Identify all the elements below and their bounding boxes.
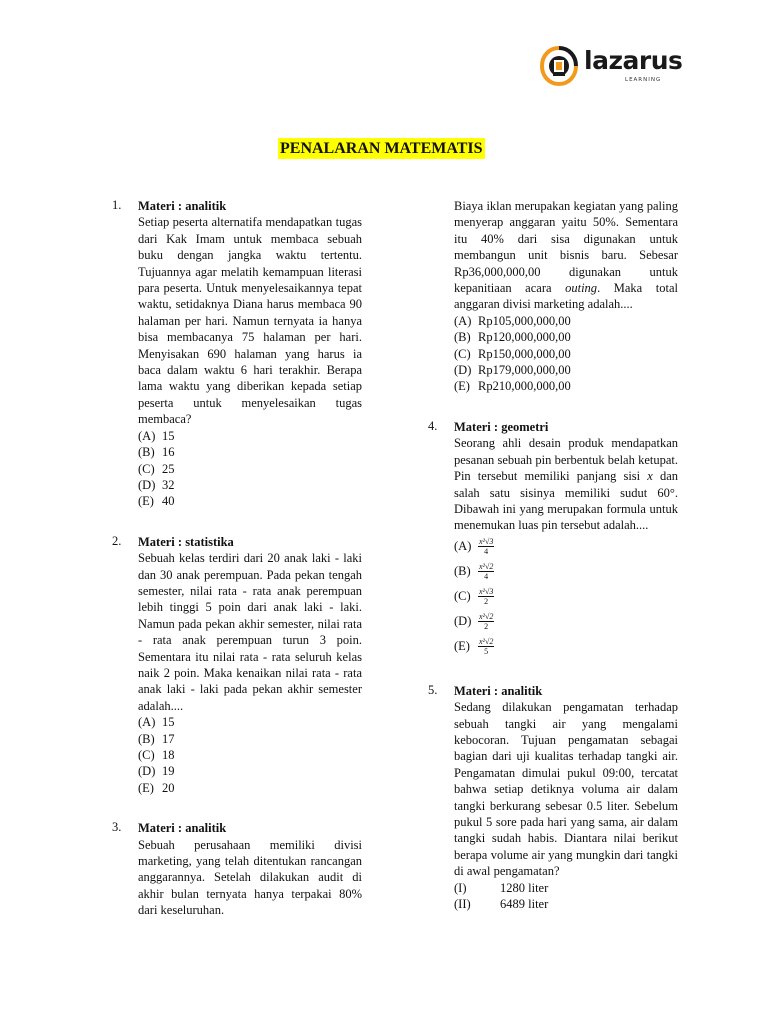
formula-fraction: $\frac{\text{x²√3}}{2}$ — [479, 586, 494, 606]
option-d: (D) 19 — [138, 764, 175, 779]
option-b: (B) $\frac{\text{x²√2}}{4}$ — [454, 561, 494, 581]
formula-fraction: $\frac{\text{x²√3}}{4}$ — [479, 536, 494, 556]
option-a: (A) $\frac{\text{x²√3}}{4}$ — [454, 536, 494, 556]
option-b: (B) 17 — [138, 731, 175, 746]
question-text: Seorang ahli desain produk mendapatkan pesanan sebuah pin berbentuk belah ketupat. Pin tersebut memiliki panjang sisi x dan salah satu sisinya memiliki sudut 60°. Dibawah ini yang merupakan formula untuk menemukan luas pin tersebut adalah.... — [454, 436, 678, 533]
question-topic: Materi : statistika — [138, 534, 234, 549]
option-c: (C) Rp150,000,000,00 — [454, 346, 571, 361]
right-column — [428, 198, 678, 912]
option-e: (E) 20 — [138, 780, 175, 795]
question-1 — [112, 198, 362, 510]
logo-brand-text: lazarus — [584, 46, 683, 75]
question-text: Sebuah perusahaan memiliki divisi marketing, yang telah ditentukan rancangan anggarannya. Setelah dilakukan audit di akhir bulan ternyata hanya terpakai 80% dari keseluruhan. — [138, 837, 362, 918]
option-c: (C) $\frac{\text{x²√3}}{2}$ — [454, 586, 494, 606]
formula-fraction: $\frac{\text{x²√2}}{4}$ — [479, 561, 494, 581]
option-e: (E) $\frac{\text{x²√2}}{5}$ — [454, 636, 494, 656]
option-e: (E) 40 — [138, 494, 175, 509]
question-number: 2. — [112, 533, 122, 548]
formula-fraction: $\frac{\text{x²√2}}{5}$ — [479, 636, 494, 656]
question-3 — [112, 820, 362, 918]
question-text: Sedang dilakukan pengamatan terhadap sebuah tangki air yang mengalami kebocoran. Tujuan pengamatan sebagai bagian dari uji kualitas terhadap tangki air. Pengamatan dimulai pukul 09:00, tercatat bahwa setiap detiknya voluma air dalam tangki berkurang sebesar 0.5 liter. Sebelum pukul 5 sore pada hari yang sama, air dalam tangki sudah habis. Diantara nilai berikut berapa volume air yang mungkin dari tangki di awal pengamatan? — [454, 700, 678, 879]
question-number: 5. — [428, 682, 438, 697]
question-5 — [428, 683, 678, 913]
option-ii: (II) 6489 liter — [454, 897, 549, 911]
question-text-continued: Biaya iklan merupakan kegiatan yang paling menyerap anggaran yaitu 50%. Sementara itu 40% dari sisa digunakan untuk membangun unit bisnis baru. Sebesar Rp36,000,000,00 digunakan untuk kepanitiaan acara outing. Maka total anggaran divisi marketing adalah.... — [454, 199, 678, 312]
question-topic: Materi : analitik — [454, 683, 543, 698]
option-d: (D) Rp179,000,000,00 — [454, 363, 571, 378]
question-2 — [112, 534, 362, 797]
question-topic: Materi : geometri — [454, 419, 549, 434]
option-a: (A) Rp105,000,000,00 — [454, 313, 571, 328]
option-i: (I) 1280 liter — [454, 880, 549, 895]
option-b: (B) 16 — [138, 445, 175, 460]
question-topic: Materi : analitik — [138, 821, 227, 836]
option-d: (D) 32 — [138, 477, 175, 492]
option-b: (B) Rp120,000,000,00 — [454, 330, 571, 345]
question-topic: Materi : analitik — [138, 199, 227, 213]
question-number: 1. — [112, 198, 122, 212]
lazarus-logo-icon — [540, 46, 578, 86]
option-d: (D) $\frac{\text{x²√2}}{2}$ — [454, 611, 494, 631]
question-3-continued — [428, 198, 678, 395]
question-4 — [428, 419, 678, 659]
formula-fraction: $\frac{\text{x²√2}}{2}$ — [479, 611, 494, 631]
page-title: PENALARAN MATEMATIS — [280, 140, 483, 157]
option-e: (E) Rp210,000,000,00 — [454, 379, 571, 394]
question-number: 4. — [428, 418, 438, 433]
lazarus-logo — [540, 46, 683, 92]
question-number: 3. — [112, 820, 122, 835]
option-a: (A) 15 — [138, 428, 175, 443]
option-a: (A) 15 — [138, 715, 175, 730]
question-text: Sebuah kelas terdiri dari 20 anak laki - laki dan 30 anak perempuan. Pada pekan tengah semester, nilai rata - rata anak perempuan lebih tinggi 5 poin dari anak laki - laki. Namun pada pekan akhir semester, nilai rata - rata anak perempuan turun 3 poin. Sementara itu nilai rata - rata seluruh kelas naik 2 poin. Maka kenaikan nilai rata - rata anak laki - laki pada pekan akhir semester adalah.... — [138, 551, 362, 713]
logo-sub-text: LEARNING — [625, 77, 662, 83]
option-c: (C) 25 — [138, 461, 175, 476]
option-c: (C) 18 — [138, 748, 175, 762]
left-column — [112, 198, 362, 919]
question-text: Setiap peserta alternatifa mendapatkan tugas dari Kak Imam untuk membaca sebuah buku dengan jangka waktu tertentu. Tujuannya agar melatih kemampuan literasi para peserta. Untuk menyelesaikannya tepat waktu, setidaknya Diana harus membaca 90 halaman per hari. Namun ternyata ia hanya bisa membacanya 75 halaman per hari. Menyisakan 690 halaman yang harus ia baca dalam waktu 6 hari terakhir. Berapa lama waktu yang diberikan kepada setiap peserta untuk menyelesaikan tugas membaca? — [138, 215, 362, 427]
